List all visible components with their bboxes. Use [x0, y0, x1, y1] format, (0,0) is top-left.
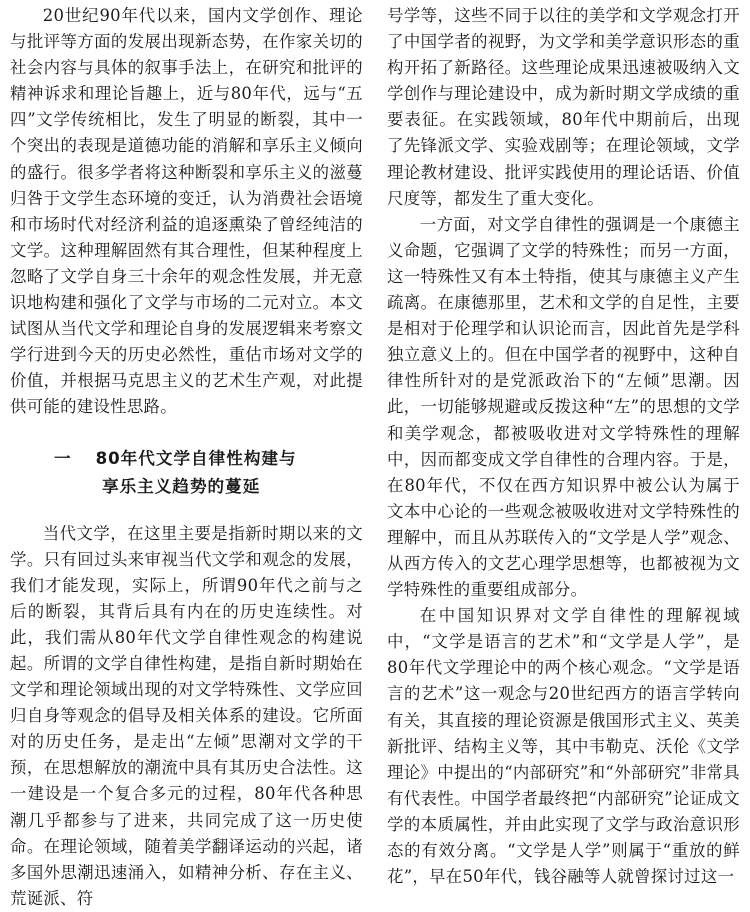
body-paragraph-continued: 号学等，这些不同于以往的美学和文学观念打开了中国学者的视野，为文学和美学意识形态的重构开拓了新路径。这些理论成果迅速被吸纳入文学创作与理论建设中，成为新时期文学成绩的重要表征。在实践领域，80年代中期前后，出现了先锋派文学、实验戏剧等；在理论领域，文学理论教材建设、批评实践使用的理论话语、价值尺度等，都发生了重大变化。 [387, 6, 740, 208]
body-paragraph: 在中国知识界对文学自律性的理解视域中，“文学是语言的艺术”和“文学是人学”，是80年代文学理论中的两个核心观念。“文学是语言的艺术”这一观念与20世纪西方的语言学转向有关，其直接的理论资源是俄国形式主义、英美新批评、结构主义等，其中韦勒克、沃伦《文学理论》中提出的“内部研究”和“外部研究”非常具有代表性。中国学者最终把“内部研究”论证成文学的本质属性，并由此实现了文学与政治意识形态的有效分离。“文学是人学”则属于“重放的鲜花”，早在50年代，钱谷融等人就曾探讨过这一 [387, 606, 740, 887]
section-heading [10, 445, 363, 501]
section-heading-line-1 [10, 445, 363, 473]
left-column [10, 3, 363, 912]
body-paragraph: 一方面，对文学自律性的强调是一个康德主义命题，它强调了文学的特殊性；而另一方面，这一特殊性又有本土特指，使其与康德主义产生疏离。在康德那里，艺术和文学的自足性，主要是相对于伦理学和认识论而言，因此首先是学科独立意义上的。但在中国学者的视野中，这种自律性所针对的是党派政治下的“左倾”思潮。因此，一切能够规避或反拨这种“左”的思想的文学和美学观念，都被吸收进对文学特殊性的理解中，因而都变成文学自律性的合理内容。于是，在80年代，不仅在西方知识界中被公认为属于文本中心论的一些观念被吸收进对文学特殊性的理解中，而且从苏联传入的“文学是人学”观念、从西方传入的文艺心理学思想等，也都被视为文学特殊性的重要组成部分。 [387, 214, 740, 600]
section-title-line-1: 80年代文学自律性构建与 [95, 448, 297, 468]
body-paragraph: 当代文学，在这里主要是指新时期以来的文学。只有回过头来审视当代文学和观念的发展，我们才能发现，实际上，所谓90年代之前与之后的断裂，其背后具有内在的历史连续性。对此，我们需从80年代文学自律性观念的构建说起。所谓的文学自律性构建，是指自新时期始在文学和理论领域出现的对文学特殊性、文学应回归自身等观念的倡导及相关体系的建设。它所面对的历史任务，是走出“左倾”思潮对文学的干预，在思想解放的潮流中具有其历史合法性。这一建设是一个复合多元的过程，80年代各种思潮几乎都参与了进来，共同完成了这一历史使命。在理论领域，随着美学翻译运动的兴起，诸多国外思潮迅速涌入，如精神分析、存在主义、荒诞派、符 [10, 523, 363, 908]
intro-paragraph: 20世纪90年代以来，国内文学创作、理论与批评等方面的发展出现新态势，在作家关切的社会内容与具体的叙事手法上，在研究和批评的精神诉求和理论旨趣上，近与80年代，远与“五四”文学传统相比，发生了明显的断裂，其中一个突出的表现是道德功能的消解和享乐主义倾向的盛行。很多学者将这种断裂和享乐主义的滋蔓归咎于文学生态环境的变迁，认为消费社会语境和市场时代对经济利益的追逐熏染了曾经纯洁的文学。这种理解固然有其合理性，但某种程度上忽略了文学自身三十余年的观念性发展，并无意识地构建和强化了文学与市场的二元对立。本文试图从当代文学和理论自身的发展逻辑来考察文学行进到今天的历史必然性，重估市场对文学的价值，并根据马克思主义的艺术生产观，对此提供可能的建设性思路。 [10, 6, 363, 417]
section-title-line-2: 享乐主义趋势的蔓延 [102, 476, 261, 496]
right-column [387, 3, 740, 890]
section-number: 一 [54, 448, 72, 468]
